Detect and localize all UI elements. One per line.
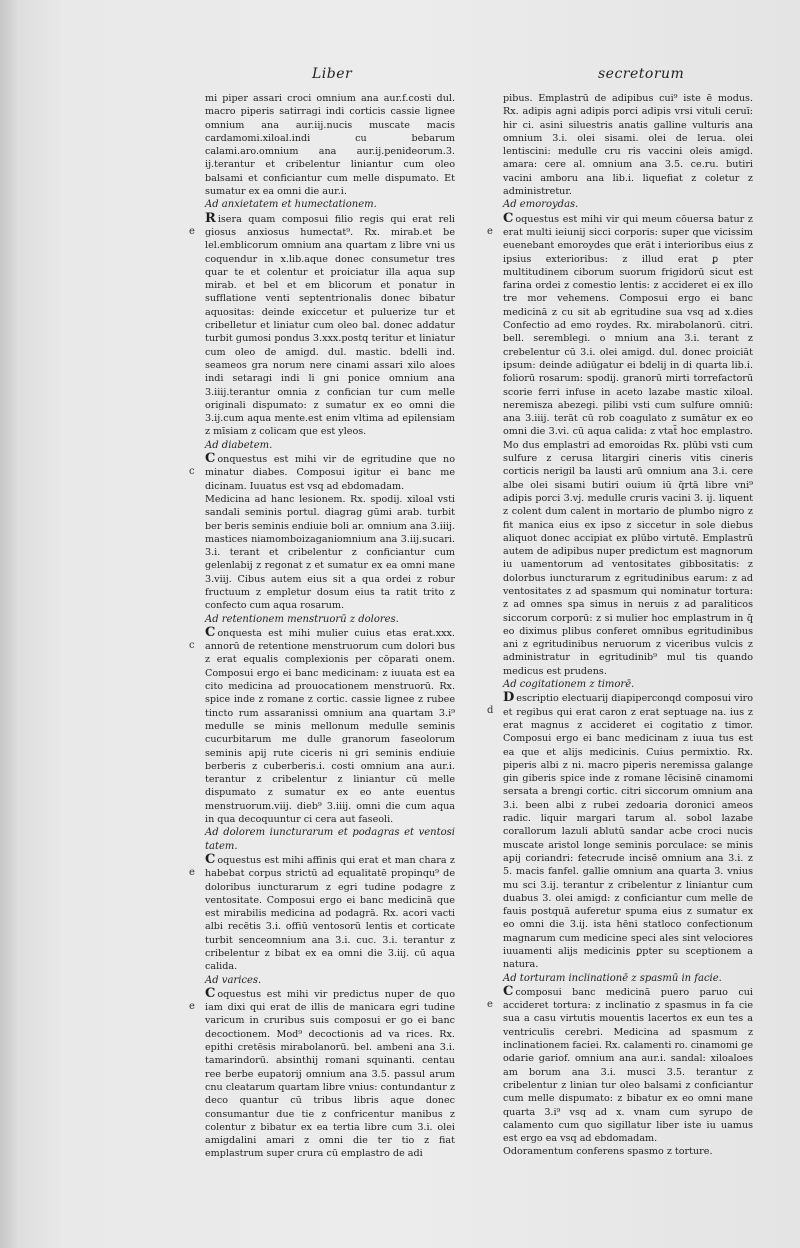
paragraph-text: oquestus est mihi vir qui meum cōuersa batur z erat multi ieiunij sicci corporis: super que vicissim euenebant emoroydes que erāt i interioribus eius z ipsius exterioribus: z illud erat ꝑ pter multitudinem ciborum suorum frigidorū sicut est farina ordei z comestio lentis: z accideret ei ex illo tre mor vehemens. Composui ergo ei banc medicinā z cu sit ab egritudine sua vsq ad x.dies Confectio ad emo roydes. Rx. mirabolanorū. citri. bell. seremblegi. o mnium ana 3.i. terant z crebelentur cū 3.i. olei amigd. dul. donec proiciāt ipsum: deinde adiūgatur ei bdelij in di quarta lib.i. foliorū rosarum: spodij. granorū mirti torrefactorū scorie ferri infuse in aceto lazabe mastic xiloal. neremisza abezegi. pilibi vsti cum sulfure omniū: ana 3.iiij. terāt cū rob coagulato z sumātur ex eo omni die 3.vi. cū aqua calida: z vtat̄ hoc emplastro. Mo dus emplastri ad emoroidas Rx. plūbi vsti cum sulfure z cerusa litargiri cineris vitis cineris corticis nerigil ba lausti arū omnium ana 3.i. cere albe olei sisami butiri ouium iū q̄rtā libre vni⁹ adipis porci 3.vj. medulle cruris vacini 3. ij. liquent z colent dum calent in mortario de plumbo nigro z fit manica eius ex ipso z siccetur in sole diebus aliquot donec accipiat ex plūbo virtutē. Emplastrū autem de adipibus nuper predictum est magnorum iu uamentorum ad ventositates gibbositatis: z dolorbus iuncturarum z egritudinibus earum: z ad ventositates z ad spasmum qui nominatur tortura: z ad omnes spa simus in neruis z ad paraliticos siccorum corporū: z si mulier hoc emplastrum in q̄ eo diximus plibus conferet omnibus egritudinibus ani z egritudinibus neruorum z viceribus vulcis z administratur in egritudinib⁹ mul tis quando medicus est prudens. <box>503 213 753 677</box>
guide-letter: e <box>487 225 493 237</box>
paragraph-text: escriptio electuarij diapiperconqd composui viro et regibus qui erat caron z erat septuage na. ius z erat magnus z accideret ei cogitatio z timor. Composui ergo ei banc medicinam z iuua tus est ea que et alijs medicinis. Cuius permixtio. Rx. piperis albi z ni. macro piperis neremissa galange gin giberis spice inde z romane lēcisinē cinamomi sersata a brengi cortic. citri siccorum omnium ana 3.i. been albi z rubei zedoaria doronici ameos radic. liquir margari tarum al. sobol lazabe corallorum lazuli ablutū sandar acbe croci nucis muscate aristol longe seminis porculace: se minis apij coriandri: fetecrude incisē omnium ana 3.i. z 5. macis fanfel. gallie omnium ana quarta 3. vnius mu sci 3.ij. terantur z cribelentur z liniantur cum duabus 3. olei amigd: z conficiantur cum melle de fauis postquā auferetur spuma eius z sumatur ex eo omni die 3.ij. ista hēni statloco confectionum magnarum cum medicine speci ales sint velociores iuuamenti alijs medicinis ꝑpter su sceptionem a natura. <box>503 693 753 971</box>
section-heading: Ad emoroydas. <box>503 199 579 211</box>
section-heading: Ad varices. <box>205 974 262 986</box>
paragraph-text: isera quam composui filio regis qui erat reli giosus anxiosus humectat⁹. Rx. mirab.et be lel.emblicorum omnium ana quartam z libre vni us coquendur in x.lib.aque donec consumetur tres quar te et colentur et proiciatur illa aqua sup mirab. et bel et em blicorum et ponatur in sufflatione venti septentrionalis donec bibatur aquositas: deinde exiccetur et puluerize tur et cribelletur et liniatur cum oleo bal. donec addatur turbit gumosi pondus 3.xxx.postq teritur et liniatur cum oleo de amigd. dul. mastic. bdelli ind. seameos gra norum nere cinami assari xilo aloes indi setaragi indi li gni ponice omnium ana 3.iiij.terantur omnia z confician tur cum melle originali dispumato: z sumatur ex eo omni die 3.ij.cum aqua mente.est enim vltima ad epilensiam z mīsiam z colicam que est yleos. <box>205 213 455 438</box>
guide-letter: c <box>189 466 195 478</box>
right-column <box>487 92 753 1159</box>
paragraph <box>189 210 455 439</box>
section-heading: Ad diabetem. <box>205 439 273 451</box>
paragraph-text: onquesta est mihi mulier cuius etas erat.xxx. annorū de retentione menstruorum cum dolori bus z erat equalis complexionis per cōparati onem. Composui ergo ei banc medicinam: z iuuata est ea cito medicina ad prouocationem menstruorū. Rx. spice inde z romane z cortic. cassie lignee z rubee tincto rum assaranissi omnium ana quartam 3.i⁹ medulle se minis mellonum medulle seminis cucurbitarum me dulle granorum faseolorum seminis apij rute ciceris ni gri seminis endiuie berberis z cuberberis.i. costi omnium ana aur.i. terantur z cribelentur z liniantur cū melle dispumato z sumatur ex eo ante euentus menstruorum.viij. dieb⁹ 3.iiij. omni die cum aqua in qua decoquuntur ci cera aut faseoli. <box>205 627 455 826</box>
initial-letter: R <box>205 210 216 226</box>
paragraph-text: composui banc medicinā puero paruo cui accideret tortura: z inclinatio z spasmus in fa cie sua a casu virtutis mouentis lacertos ex eun tes a ventriculis cerebri. Medicina ad spasmum z inclinationem faciei. Rx. calamenti ro. cinamomi ge odarie gariof. omnium ana aur.i. sandal: xiloaloes am borum ana 3.i. musci 3.5. terantur z cribelentur z linian tur oleo balsami z conficiantur cum melle dispumato: z bibatur ex eo omni mane quarta 3.i⁹ vsq ad x. vnam cum syrupo de calamento cum quo sigillatur liber iste iu uamus est ergo ea vsq ad ebdomadam. <box>503 986 753 1145</box>
paragraph <box>189 985 455 1161</box>
paragraph <box>487 983 753 1146</box>
text-block: Medicina ad hanc lesionem. Rx. spodij. xiloal vsti sandali seminis portul. diagrag gūmi arab. turbit ber beris seminis endiuie boli ar. omnium ana 3.iiij. mastices niamomboizaganiomnium ana 3.iij.sucari. 3.i. terant et cribelentur z conficiantur cum gelenlabij z regonat z et sumatur ex ea omni mane 3.viij. Cibus autem eius sit a qua ordei z robur fructuum z empletur dosum eius ta ratit trito z confecto cum aqua rosarum. <box>205 493 455 612</box>
paragraph-text: onquestus est mihi vir de egritudine que no minatur diabes. Composui igitur ei banc me dicinam. Iuuatus est vsq ad ebdomadam. <box>205 454 455 492</box>
text-block: Odoramentum conferens spasmo z torture. <box>503 1146 713 1158</box>
guide-letter: e <box>189 866 195 878</box>
binding-shadow <box>0 0 18 1248</box>
left-column <box>189 92 455 1161</box>
section-heading: Ad torturam inclinationē z spasmū in facie. <box>503 972 722 984</box>
guide-letter: e <box>487 998 493 1010</box>
paragraph <box>189 451 455 493</box>
guide-letter: d <box>487 705 494 717</box>
section-heading: Ad anxietatem et humectationem. <box>205 199 377 211</box>
initial-letter: C <box>205 624 216 640</box>
text-block: mi piper assari croci omnium ana aur.f.costi dul. macro piperis satirragi indi corticis cassie lignee omnium ana aur.iij.nucis muscate macis cardamomi.xiloal.indi cu bebarum calami.aro.omnium ana aur.ij.penideorum.3. ij.terantur et cribelentur liniantur cum oleo balsami et conficiantur cum melle dispumato. Et sumatur ex ea omni die aur.i. <box>205 93 455 198</box>
paragraph <box>487 210 753 678</box>
guide-letter: c <box>189 639 195 651</box>
paragraph <box>487 690 753 971</box>
initial-letter: C <box>503 983 514 999</box>
guide-letter: e <box>189 1000 195 1012</box>
running-head-left: Liber <box>312 66 353 82</box>
paragraph <box>189 624 455 826</box>
initial-letter: D <box>503 690 515 706</box>
paragraph-text: oquestus est mihi affinis qui erat et man chara z habebat corpus strictū ad equalitatē propinqu⁹ de doloribus iuncturarum z egri tudine podagre z ventositate. Composui ergo ei banc medicinā que est mirabilis medicina ad podagrā. Rx. acori vacti albi recētis 3.i. offiū ventosorū lentis et corticate turbit senceomnium ana 3.i. cuc. 3.i. terantur z cribelentur z bibat ex ea omni die 3.iij. cū aqua calida. <box>205 854 455 973</box>
paragraph-text: oquestus est mihi vir predictus nuper de quo iam dixi qui erat de illis de manicara egri tudine varicum in cruribus suis composui er go ei banc decoctionem. Mod⁹ decoctionis ad va rices. Rx. epithi cretēsis mirabolanorū. bel. ambeni ana 3.i. tamarindorū. absinthij romani squinanti. centau ree berbe eupatorij omnium ana 3.5. passul arum cnu cleatarum quartam libre vnius: contundantur z deco quantur cū tribus libris aque donec consumantur due tie z confricentur manibus z colentur z bibatur ex ea tertia libre cum 3.i. olei amigdalini amari z omni die ter tio z fiat emplastrum super crura cū emplastro de adi <box>205 988 455 1160</box>
section-heading: Ad cogitationem z timorē. <box>503 679 635 691</box>
section-heading: Ad dolorem iuncturarum et podagras et ventosi tatem. <box>205 827 455 852</box>
initial-letter: C <box>205 985 216 1001</box>
running-head-right: secretorum <box>598 66 685 82</box>
initial-letter: C <box>503 210 514 226</box>
section-heading: Ad retentionem menstruorū z dolores. <box>205 613 399 625</box>
initial-letter: C <box>205 851 216 867</box>
paragraph <box>189 851 455 974</box>
guide-letter: e <box>189 225 195 237</box>
text-block: pibus. Emplastrū de adipibus cui⁹ iste ē modus. Rx. adipis agni adipis porci adipis vrsi vituli ceruī: hir ci. asini siluestris anatis galline vulturis ana omnium 3.i. olei sisami. olei de lerua. olei lentiscini: medulle cru ris vaccini oleis amigd. amara: cere al. omnium ana 3.5. ce.ru. butiri vacini amboru ana lib.i. liquefiat z coletur z administretur. <box>503 93 753 198</box>
initial-letter: C <box>205 451 216 467</box>
